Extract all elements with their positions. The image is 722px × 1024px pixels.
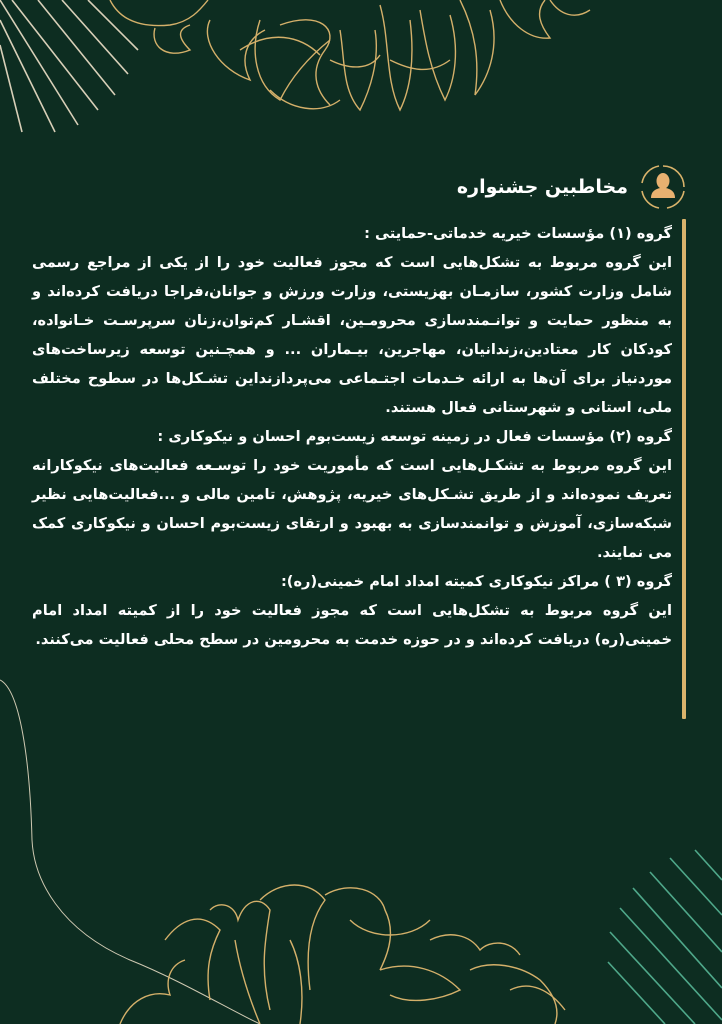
accent-bar bbox=[682, 219, 686, 719]
group-3 bbox=[32, 567, 672, 654]
group-heading: گروه (۱) مؤسسات خیریه خدماتی-حمایتی : bbox=[364, 225, 672, 242]
audience-groups bbox=[32, 219, 682, 654]
teal-stripes-decoration bbox=[600, 840, 722, 1024]
group-heading: گروه (۳ ) مراکز نیکوکاری کمیته امداد امام خمینی(ره): bbox=[280, 573, 672, 590]
group-description: این گروه مربوط به تشکـل‌هایی است که مأموریت خود را توسـعه فعالیت‌های نیکوکارانه تعریف نموده‌اند و از طریق تشـکل‌های خیریه، پژوهش، تامین مالی و ...فعالیت‌هایی نظیر شبکه‌سازی، آموزش و توانمندسازی به بهبود و ارتقای زیست‌بوم احسان و نیکوکاری کمک می نمایند. bbox=[32, 457, 672, 561]
floral-ornament-top bbox=[80, 0, 600, 125]
group-description: این گروه مربوط به تشکل‌هایی است که مجوز فعالیت خود را از یکی از مراجع رسمی شامل وزارت کشور، سازمـان بهزیستی، وزارت ورزش و جوانان،فراجا دریافت کرده‌اند و به منظور حمایت و توانـمندسازی محرومـین، اقشـار کم‌توان،زنان سرپرسـت خـانواده، کودکان کار معتادین،زندانیان، مهاجرین، بیـماران ... و همچـنین توسعه زیرساخت‌های موردنیاز برای آن‌ها به ارائه خـدمات اجتـماعی می‌پردازنداین تشـکل‌ها در سطوح مختلف ملی، استانی و شهرستانی فعال هستند. bbox=[32, 254, 672, 416]
user-avatar-icon bbox=[640, 164, 686, 210]
diagonal-stripes-decoration bbox=[0, 0, 140, 135]
section-header bbox=[457, 160, 686, 214]
group-1 bbox=[32, 219, 672, 422]
group-description: این گروه مربوط به تشکل‌هایی است که مجوز فعالیت خود را از کمیته امداد امام خمینی(ره) دریافت کرده‌اند و در حوزه خدمت به محرومین در سطح محلی فعالیت می‌کنند. bbox=[32, 602, 672, 648]
page-title: مخاطبین جشنواره bbox=[456, 176, 628, 198]
floral-ornament-bottom bbox=[110, 880, 630, 1024]
group-2 bbox=[32, 422, 672, 567]
curve-line-decoration bbox=[0, 640, 280, 1024]
group-heading: گروه (۲) مؤسسات فعال در زمینه توسعه زیست‌بوم احسان و نیکوکاری : bbox=[157, 428, 672, 445]
